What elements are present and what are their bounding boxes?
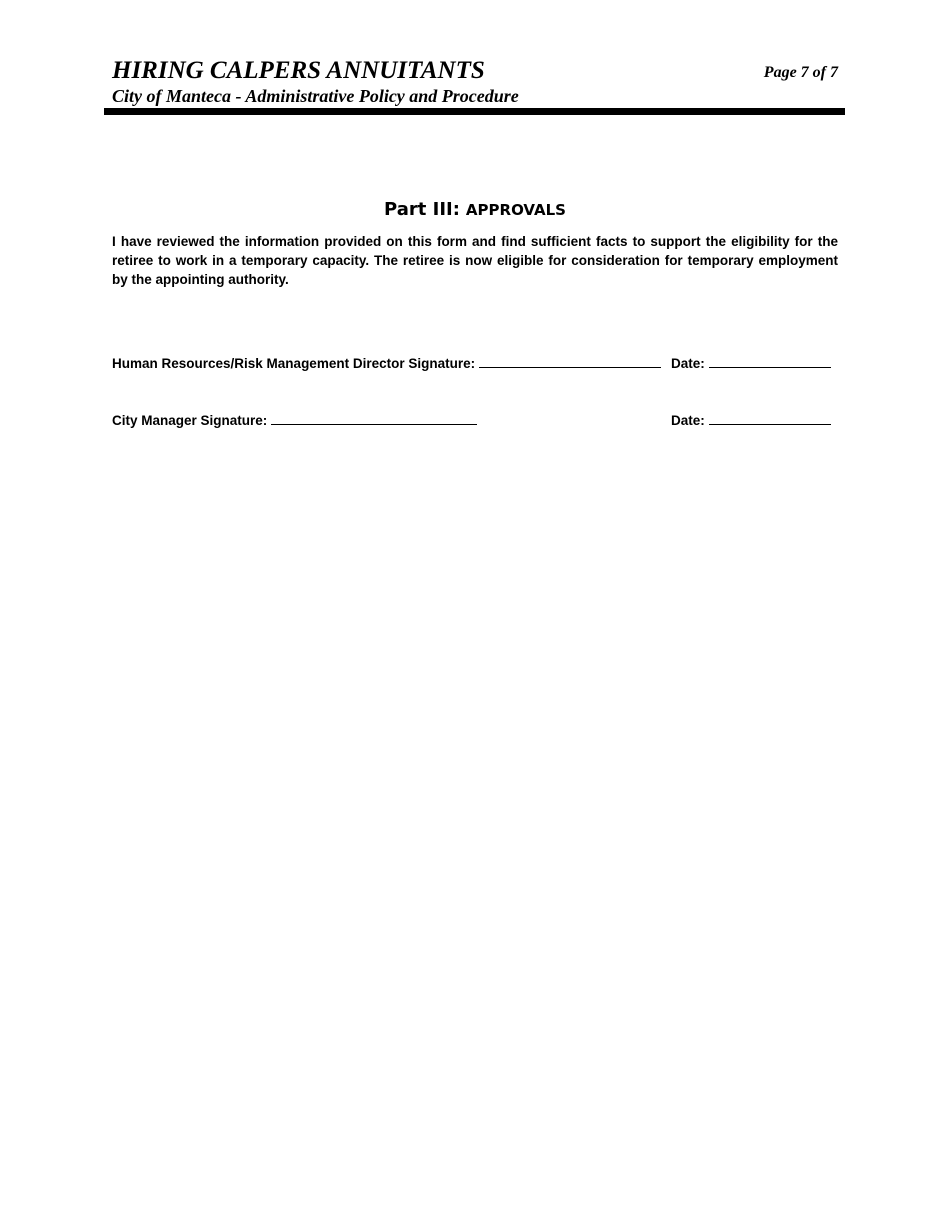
hr-director-date-label: Date: (671, 356, 705, 371)
section-title: APPROVALS (465, 201, 566, 219)
section-heading (0, 198, 950, 222)
hr-director-signature-field[interactable] (479, 354, 661, 368)
header-divider (104, 108, 845, 115)
hr-director-date-line (671, 354, 831, 373)
city-manager-signature-label: City Manager Signature: (112, 413, 268, 428)
page-number: Page 7 of 7 (763, 64, 838, 81)
hr-director-date-field[interactable] (709, 354, 831, 368)
approval-statement: I have reviewed the information provided on this form and find sufficient facts to support the eligibility for the retiree to work in a temporary capacity. The retiree is now eligible for consideration for temporary employment by the appointing authority. (112, 234, 838, 287)
document-title: HIRING CALPERS ANNUITANTS (112, 57, 485, 84)
city-manager-date-line (671, 411, 831, 430)
city-manager-date-label: Date: (671, 413, 705, 428)
city-manager-date-field[interactable] (709, 411, 831, 425)
document-subtitle: City of Manteca - Administrative Policy and Procedure (112, 86, 519, 106)
city-manager-signature-field[interactable] (271, 411, 477, 425)
hr-director-signature-label: Human Resources/Risk Management Director Signature: (112, 356, 476, 371)
hr-director-signature-line (112, 354, 661, 373)
city-manager-signature-line (112, 411, 477, 430)
section-part-label: Part III: (384, 199, 460, 220)
